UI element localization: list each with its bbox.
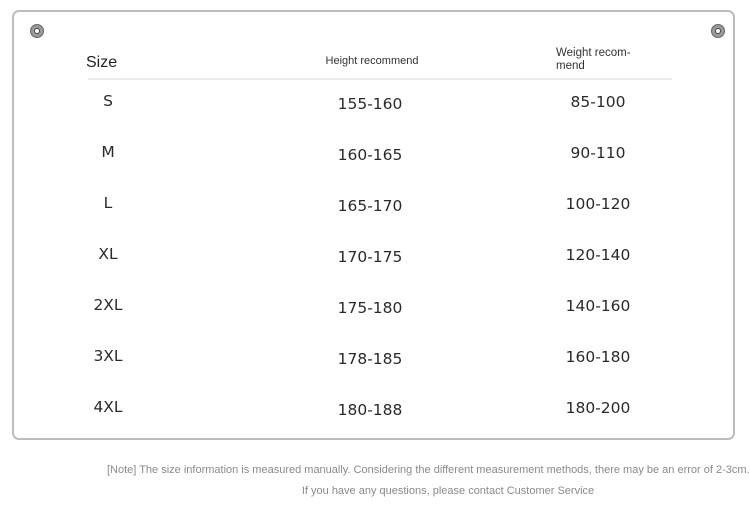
- height-cell: 160-165: [337, 146, 403, 164]
- weight-cell: 120-140: [565, 246, 631, 264]
- size-cell: S: [103, 92, 113, 110]
- weight-cell: 100-120: [565, 195, 631, 213]
- table-row: [14, 398, 733, 428]
- weight-cell: 180-200: [565, 399, 631, 417]
- height-cell: 155-160: [337, 95, 403, 113]
- size-chart-card: [12, 10, 735, 440]
- size-column-header: Size: [86, 54, 118, 71]
- header-divider: [88, 78, 672, 80]
- height-cell: 175-180: [337, 299, 403, 317]
- size-cell: 3XL: [93, 347, 123, 365]
- table-row: [14, 194, 733, 224]
- weight-header-line-2: mend: [556, 60, 585, 72]
- table-row: [14, 92, 733, 122]
- size-cell: L: [103, 194, 113, 212]
- contact-note: If you have any questions, please contact Customer Service: [301, 485, 595, 497]
- height-cell: 180-188: [337, 401, 403, 419]
- weight-cell: 140-160: [565, 297, 631, 315]
- weight-column-header: [556, 47, 656, 73]
- height-cell: 178-185: [337, 350, 403, 368]
- measurement-note: [Note] The size information is measured manually. Considering the different measurement methods, there may be an error of 2-3cm.: [107, 464, 750, 476]
- weight-cell: 85-100: [570, 93, 626, 111]
- grommet-icon: [30, 24, 44, 38]
- size-cell: 4XL: [93, 398, 123, 416]
- weight-cell: 160-180: [565, 348, 631, 366]
- table-row: [14, 245, 733, 275]
- weight-header-line-1: Weight recom-: [556, 47, 631, 59]
- table-row: [14, 296, 733, 326]
- height-cell: 165-170: [337, 197, 403, 215]
- height-cell: 170-175: [337, 248, 403, 266]
- height-column-header: Height recommend: [325, 55, 419, 67]
- size-cell: XL: [98, 245, 118, 263]
- size-cell: M: [101, 143, 115, 161]
- table-row: [14, 347, 733, 377]
- weight-cell: 90-110: [570, 144, 626, 162]
- grommet-icon: [711, 24, 725, 38]
- size-cell: 2XL: [93, 296, 123, 314]
- table-row: [14, 143, 733, 173]
